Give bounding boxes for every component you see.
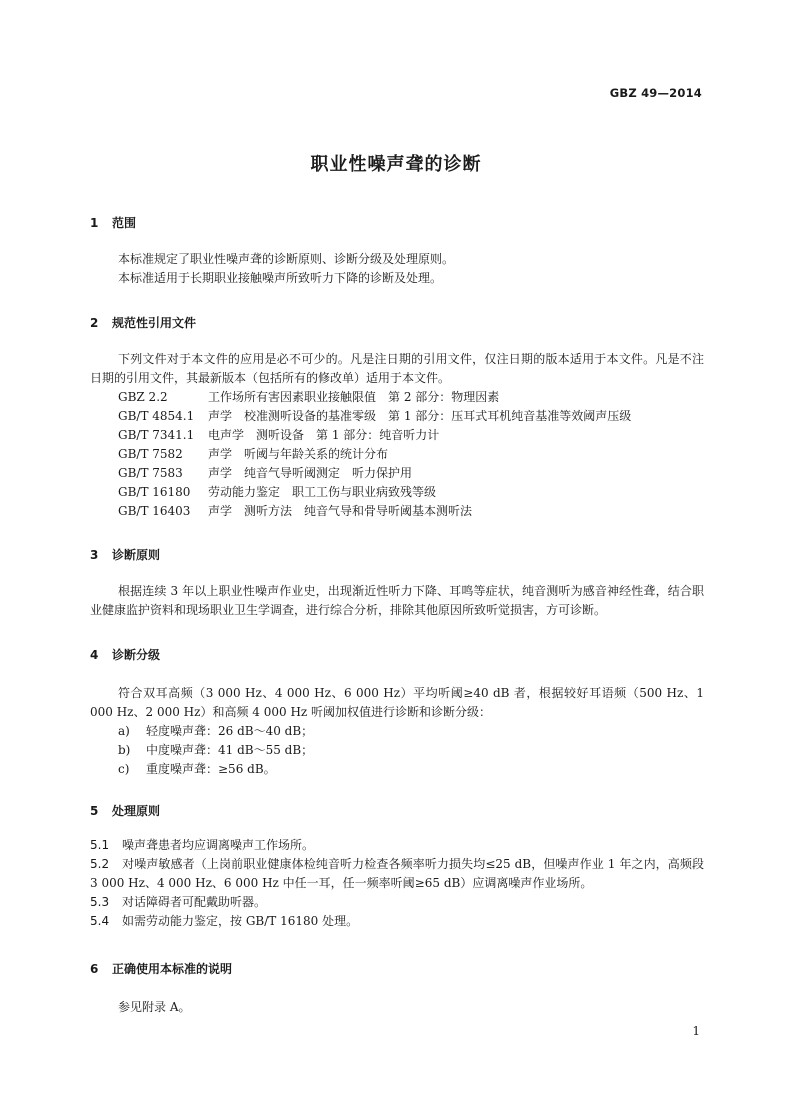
clause-item: [90, 893, 704, 912]
reference-title: 声学 校准测听设备的基准零级 第 1 部分：压耳式耳机纯音基准等效阈声压级: [208, 409, 632, 423]
list-text: 重度噪声聋：≥56 dB。: [146, 762, 276, 776]
paragraph: 根据连续 3 年以上职业性噪声作业史，出现渐近性听力下降、耳鸣等症状，纯音测听为感音神经性聋，结合职业健康监护资料和现场职业卫生学调查，进行综合分析，排除其他原因所致听觉损害，方可诊断。: [90, 584, 704, 617]
reference-title: 声学 测听方法 纯音气导和骨导听阈基本测听法: [208, 504, 473, 518]
section-title: 规范性引用文件: [112, 316, 197, 330]
section-number: 4: [90, 648, 99, 662]
reference-item: [90, 388, 704, 407]
section-heading-normative-references: [90, 314, 196, 331]
reference-item: [90, 483, 704, 502]
list-item: [90, 760, 704, 779]
list-text: 中度噪声聋：41 dB～55 dB；: [146, 743, 314, 757]
section-body-diagnostic-grading: [90, 684, 704, 779]
section-body-handling-principles: [90, 836, 704, 931]
section-title: 诊断原则: [112, 548, 161, 562]
section-title: 正确使用本标准的说明: [112, 962, 233, 976]
reference-code: GB/T 7583: [118, 466, 183, 480]
reference-code: GBZ 2.2: [118, 390, 168, 404]
reference-code: GB/T 16180: [118, 485, 191, 499]
section-body-diagnostic-principles: [90, 582, 704, 620]
clause-number: 5.3: [90, 895, 110, 909]
reference-code: GB/T 7582: [118, 447, 183, 461]
clause-item: [90, 912, 704, 931]
reference-title: 声学 纯音气导听阈测定 听力保护用: [208, 466, 413, 480]
list-marker: b): [118, 743, 131, 757]
reference-item: [90, 445, 704, 464]
section-body-scope: [90, 250, 704, 288]
list-item: [90, 722, 704, 741]
clause-text: 如需劳动能力鉴定，按 GB/T 16180 处理。: [122, 914, 359, 928]
page-number: 1: [692, 1024, 700, 1038]
paragraph: 参见附录 A。: [118, 1000, 191, 1014]
section-heading-scope: [90, 214, 136, 231]
section-number: 6: [90, 962, 99, 976]
reference-code: GB/T 7341.1: [118, 428, 195, 442]
clause-number: 5.2: [90, 857, 110, 871]
section-title: 范围: [112, 216, 137, 230]
clause-item: [90, 836, 704, 855]
paragraph: 下列文件对于本文件的应用是必不可少的。凡是注日期的引用文件，仅注日期的版本适用于本文件。凡是不注日期的引用文件，其最新版本（包括所有的修改单）适用于本文件。: [90, 352, 704, 385]
list-marker: a): [118, 724, 130, 738]
reference-code: GB/T 4854.1: [118, 409, 195, 423]
section-number: 5: [90, 804, 99, 818]
reference-title: 电声学 测听设备 第 1 部分：纯音听力计: [208, 428, 440, 442]
section-title: 处理原则: [112, 804, 161, 818]
reference-title: 声学 听阈与年龄关系的统计分布: [208, 447, 389, 461]
reference-item: [90, 426, 704, 445]
reference-item: [90, 464, 704, 483]
reference-title: 劳动能力鉴定 职工工伤与职业病致残等级: [208, 485, 437, 499]
reference-title: 工作场所有害因素职业接触限值 第 2 部分：物理因素: [208, 390, 500, 404]
paragraph: 符合双耳高频（3 000 Hz、4 000 Hz、6 000 Hz）平均听阈≥40 dB 者，根据较好耳语频（500 Hz、1 000 Hz、2 000 Hz）和高频 4 000 Hz 听阈加权值进行诊断和诊断分级：: [90, 686, 704, 719]
section-heading-diagnostic-grading: [90, 646, 160, 663]
clause-text: 噪声聋患者均应调离噪声工作场所。: [122, 838, 315, 852]
document-code: GBZ 49—2014: [609, 86, 702, 100]
section-body-usage-notes: [90, 998, 704, 1017]
section-title: 诊断分级: [112, 648, 161, 662]
section-number: 3: [90, 548, 99, 562]
clause-text: 对噪声敏感者（上岗前职业健康体检纯音听力检查各频率听力损失均≤25 dB，但噪声作业 1 年之内，高频段 3 000 Hz、4 000 Hz、6 000 Hz 中任一耳，任一频率听阈≥65 dB）应调离噪声作业场所。: [90, 857, 704, 890]
reference-code: GB/T 16403: [118, 504, 191, 518]
clause-number: 5.1: [90, 838, 110, 852]
reference-item: [90, 407, 704, 426]
paragraph: 本标准适用于长期职业接触噪声所致听力下降的诊断及处理。: [118, 271, 443, 285]
clause-item: [90, 855, 704, 893]
section-heading-handling-principles: [90, 802, 160, 819]
section-heading-diagnostic-principles: [90, 546, 160, 563]
clause-text: 对话障碍者可配戴助听器。: [122, 895, 267, 909]
list-item: [90, 741, 704, 760]
list-text: 轻度噪声聋：26 dB～40 dB；: [146, 724, 314, 738]
clause-number: 5.4: [90, 914, 110, 928]
section-number: 2: [90, 316, 99, 330]
section-body-normative-references: [90, 350, 704, 521]
section-heading-usage-notes: [90, 960, 232, 977]
reference-item: [90, 502, 704, 521]
document-title: 职业性噪声聋的诊断: [310, 154, 482, 175]
paragraph: 本标准规定了职业性噪声聋的诊断原则、诊断分级及处理原则。: [118, 252, 455, 266]
list-marker: c): [118, 762, 130, 776]
section-number: 1: [90, 216, 99, 230]
